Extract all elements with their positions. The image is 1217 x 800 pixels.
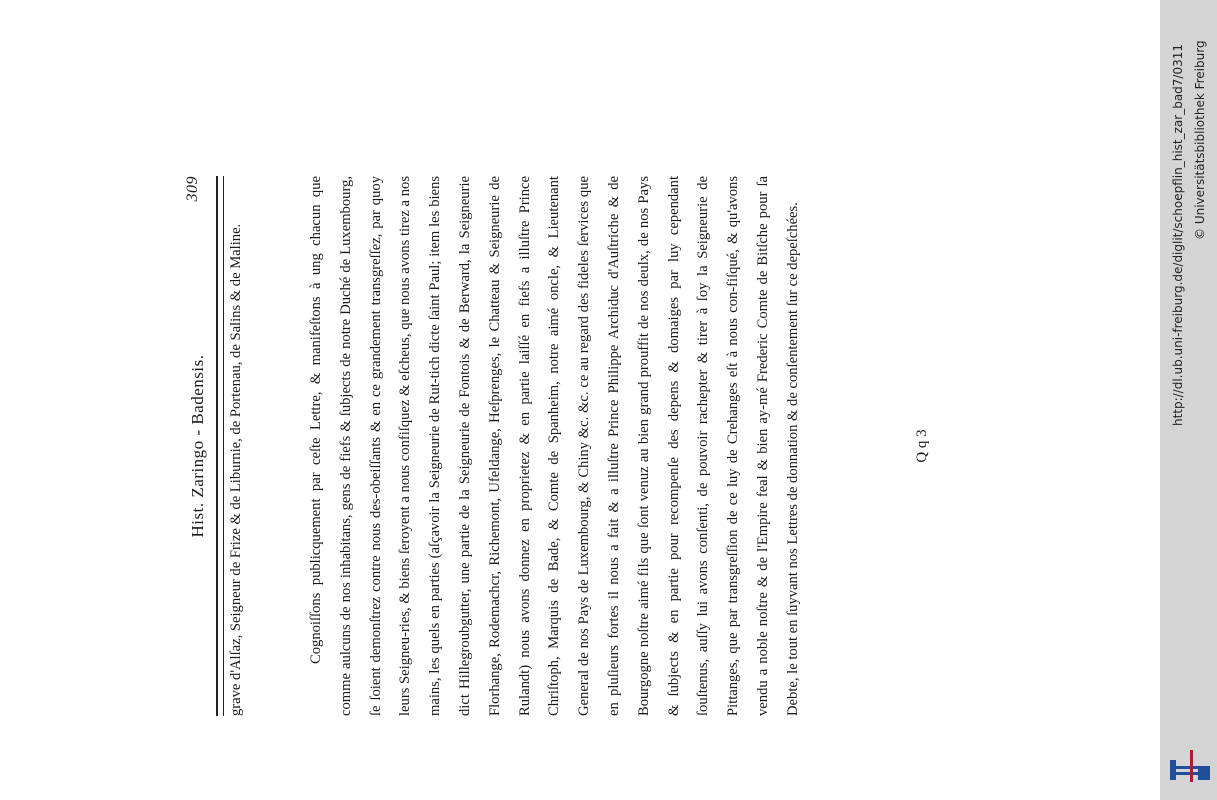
sidebar-text: [1165, 10, 1211, 470]
signature-mark: Q q 3: [914, 429, 930, 463]
paragraph-main: Cognoiſſons publicquement par ceſte Lettre, & manifeſtons à ung chacun que comme aulcuns de nos inhabitans, gens de fiefs & ſubjects de notre Duché de Luxembourg, ſe ſoient demonſtrez contre nous des-obeiſſants & en ce grandement transgreſſez, par quoy leurs Seigneu-ries, & biens ſeroyent a nous confiſquez & eſcheus, que nous avons tirez a nos mains, les quels en parties (aſçavoir la Seigneurie de Rut-tich dicte ſaint Paul; item les biens dict Hillegroubgutter, une partie de la Seigneurie de Fontois & de Berward, la Seigneurie Florhange, Rodemachcr, Richemont, Ufeldange, Heſprenges, le Chatteau & Seigneurie de Rulandt) nous avons donnez en proprietez & en partie laiſſé en fiefs a illuſtre Prince Chriſtoph, Marquis de Bade, & Comte de Spanheim, notre aimé oncle, & Lieutenant General de nos Pays de Luxembourg, & Chiny &c. &c. ce au regard des fideles ſervices que en pluſieurs fortes il nous a fait & a illuſtre Prince Philippe Archiduc d'Auſtriche & de Bourgogne noſtre aimé fils que ſont venuz au bien grand prouffit de nos deulx, de nos Pays & ſubjects & en partie pour recompenſe des depens & domaiges par luy cependant ſouſtenus, auſſy lui avons conſenti, de pouvoir rachepter & tirer à ſoy la Seigneurie de Pittanges, que par transgreſſion de ce luy de Crehanges eſt à nous con-fiſqué, & qu'avons vendu a noble noſtre & de l'Empire feal & bien ay-mé Frederic Comte de Bitſche pour ſa Debte, le tout en ſuyvant nos Lettres de donnation & de conſentement ſur ce depeſchées.: [308, 176, 801, 716]
paragraph-intro: grave d'Alſaz, Seigneur de Frize & de Liburnie, de Portenau, de Salins & de Maline.: [228, 223, 244, 716]
permalink-url[interactable]: http://dl.ub.uni-freiburg.de/diglit/schoepflin_hist_zar_bad7/0311: [1171, 43, 1185, 427]
copyright-notice: © Universitätsbibliothek Freiburg: [1193, 40, 1207, 240]
ub-freiburg-logo-icon: [1168, 745, 1212, 785]
page-number: 309: [184, 176, 201, 202]
running-header: [180, 176, 220, 716]
header-title: Hist. Zaringo - Badensis.: [188, 354, 207, 538]
page-content-rotated: [180, 176, 930, 716]
